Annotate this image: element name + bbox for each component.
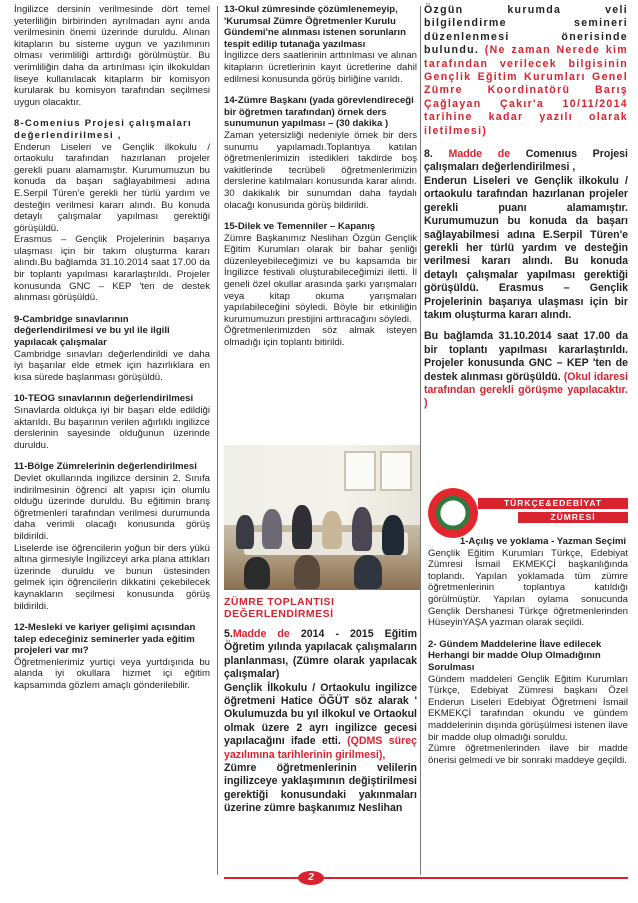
section-13-body: İngilizce ders saatlerinin arttırılması ve alınan kitapların ücretlerinin kayıt ücretlerine dahil edilmesi konusunda görüş birliğine varıldı. [224,50,417,85]
section-12-body: Öğretmenlerimiz yurtiçi veya yurtdışında bu alanda iyi okullara hizmet içi eğitim kapsamında gözlem amaçlı gönderilebilir. [14,656,210,692]
section-8-body: Enderun Liseleri ve Gençlik ilkokulu / ortaokulu tarafından hazırlanan projeler gerekli puanı alamamıştır. Kurumumuzun bu konuda da başarı sağlayabilmesi adına E.Serpil Türen'e gerekli her türlü yardım ve desteğin verilmesi kararı alındı. Bu konuda detaylı çalışmalar yapılması gerektiği görüşüldü. [14,141,210,234]
section-14-title: 14-Zümre Başkanı (yada görevlendireceği bir öğretmen tarafından) örnek ders sunumunun yapılması – (30 dakika ) [224,95,414,130]
banner-line-2: ZÜMRESİ [518,512,628,523]
section-14-body: Zaman yetersizliği nedeniyle örnek bir ders sunumu yapılamadı.Toplantıya katılan öğretmenlerimizin istedikleri takdirde boş vakitlerinde tecrübeli öğretmenlerimizin derslerine katılmaları konusunda karar alındı. 30 dakikalık bir sunumdan daha faydalı olacağı konusunda görüş bildirildi. [224,129,417,211]
item-5-block [224,628,417,816]
section-11-body: Devlet okullarında ingilizce dersinin 2. Sınıfa indirilmesinin öğrenci alt yapısı için olumlu olduğu üzerinde duruldu. Bu eğitimin branş öğretmenleri tarafından verilmesi durumunda daha verimli olacağı konusunda görüş bildirildi. [14,472,210,542]
section-12-title: 12-Mesleki ve kariyer gelişimi açısından talep edeceğiniz seminerler yada eğitim projeleri var mı? [14,622,196,657]
page-number: 2 [298,871,324,885]
section-15-body-2: Öğretmenlerimizden söz almak isteyen olmadığı için toplantı bitirildi. [224,325,417,349]
photo-caption-block [224,596,420,620]
item-8-body-2: Bu bağlamda 31.10.2014 saat 17.00 da bir toplantı yapılması kararlaştırıldı. Projeler konusunda GNC – KEP 'ten de destek alınması görüşüldü. (Okul idaresi tarafından gerekli görüşme yapılacaktır. ) [424,330,628,410]
school-logo [428,488,478,538]
turkish-item-2-body: Gündem maddeleri Gençlik Eğitim Kurumları Türkçe, Edebiyat Zümresi başkanı Özel Enderun Liseleri Edebiyat Öğretmeni İsmail EKMEKÇİ tarafından okundu ve gündem maddelerinin dışında görüşülmesi istenen ilave bir madde olup olmadığı soruldu. [428,673,628,743]
seminar-proposal: Özgün kurumda veli bilgilendirme semineri düzenlenmesi önerisinde bulundu. (Ne zaman Nerede kim tarafından verilecek bilgisinin Gençlik Eğitim Kurumları Genel Zümre Koordinatörü Barış Çağlayan Çakır'a 10/11/2014 tarihine kadar yazılı olarak iletilmesi) [424,4,628,137]
section-9-body: Cambridge sınavları değerlendirildi ve daha iyi başarılar elde etmek için hazırlıklara en kısa sürede başlanması görüşüldü. [14,348,210,383]
item-8-body: Enderun Liseleri ve Gençlik ilkokulu / ortaokulu tarafından hazırlanan projeler gerekli puanı alamamıştır. Kurumumuzun bu konuda da başarı sağlayabilmesi adına E.Serpil Türen'e gerekli her türlü yardım ve desteğin verilmesi kararı alındı. Bu konuda detaylı çalışmalar yapılması gerektiği görüşüldü. Erasmus – Gençlik Projelerinin başarıya ulaşması için bir takım oluşturma kararı alındı. [424,174,628,321]
turkish-item-2-body-2: Zümre öğretmenlerinden ilave bir madde önerisi gelmedi ve bir sonraki maddeye geçildi. [428,743,628,766]
section-13-title: 13-Okul zümresinde çözümlenemeyip, 'Kurumsal Zümre Öğretmenler Kurulu Gündemi'ne alınması istenen sorunların tespit edilip tutanağa yazılması [224,4,406,50]
section-11-title: 11-Bölge Zümrelerinin değerlendirilmesi [14,461,197,473]
section-9-title: 9-Cambridge sınavlarının değerlendirilmesi ve bu yıl ile ilgili yapılacak çalışmalar [14,313,170,349]
photo-caption: ZÜMRE TOPLANTISI DEĞERLENDİRMESİ [224,596,335,620]
item-8-heading: 8. Madde de Comenıus Projesi çalışmaları değerlendirilmesi , [424,148,628,174]
meeting-photo [224,445,420,590]
intro-paragraph: İngilizce dersinin verilmesinde dört temel yeterliliğin birbirinden ayrılmadan aynı anda verilmesinin önemi üzerinde duruldu. Alınan kitapların bu sisteme uygun ve yazılımının olması verimliliği arttırdığı görülmüştür. Bu verimliliğin daha da artırılması için ilkokuldan liseye kullanılacak kitapların bir komisyon kurularak bu komisyon tarafından seçilmesi uygun olacaktır. [14,4,210,108]
banner-line-1: TÜRKÇE&EDEBİYAT [478,498,628,509]
item-5-body: Gençlik İlkokulu / Ortaokulu ingilizce öğretmeni Hatice ÖĞÜT söz alarak ' Okulumuzda bu yıl ilkokul ve Ortaokul olmak üzere 2 ayrı ingilizce gecesi yapılacağını ifade etti. (QDMS süreç yazılımına tarihlerinin girilmesi), [224,681,417,761]
turkish-item-2-title: 2- Gündem Maddelerine İlave edilecek Herhangi bir madde Olup Olmadığının Sorulması [428,638,602,673]
column-3 [424,4,628,411]
section-11-body-2: Liselerde ise öğrencilerin yoğun bir ders yükü altına girmesiyle İngilizceyi arka plana attıkları üzerinde duruldu ve bunun üstesinden gelmek için öğrencilerin dikkatini çekebilecek kaynakların seçilmesi konusunda görüş bildirildi. [14,542,210,612]
section-15-title: 15-Dilek ve Temenniler – Kapanış [224,221,376,233]
turkish-item-1-title: 1-Açılış ve yoklama - Yazman Seçimi [459,536,627,547]
section-10-title: 10-TEOG sınavlarının değerlendirilmesi [14,393,194,405]
section-8-body-2: Erasmus – Gençlik Projelerinin başarıya ulaşması için bir takım oluşturma kararı alındı.Bu bağlamda 31.10.2014 saat 17.00 da bir toplantı yapılması kararlaştırıldı. Projeler konusunda GNC – KEP 'ten de destek alınması görüşüldü. [14,234,210,304]
section-15-body: Zümre Başkanımız Neslihan Özgün Gençlik Eğitim Kurumları olarak bir bahar şenliği düzenleyebileceğimizi ve bu kapsamda bir İngilizce festivali oluşturabileceğimizi iletti. İl geneli özel okullar arasında şarkı yarışmaları veya kitap okuma yarışmaları yapılabileceğini söyledi. Böyle bir etkinliğin kurumumuzun prestijini arttıracağını söyledi. [224,232,417,325]
turkish-section [428,536,628,766]
column-divider [420,6,421,875]
column-divider [217,6,218,875]
section-8-title: 8-Comenius Projesi çalışmaları değerlendirilmesi , [14,118,192,141]
column-2 [224,4,417,349]
item-5-body-2: Zümre öğretmenlerinin velilerin ingilizceye yaklaşımının değiştirilmesi gerektiği konusundaki yakınmaları üzerine zümre başkanımız Neslihan [224,762,417,815]
item-5-heading: 5.Madde de 2014 - 2015 Eğitim Öğretim yılında yapılacak çalışmaların planlanması, (Zümre olarak yapılacak çalışmalar) [224,628,418,681]
footer-rule [224,877,628,879]
turkish-item-1-body: Gençlik Eğitim Kurumları Türkçe, Edebiyat Zümresi İsmail EKMEKÇİ başkanlığında toplandı. Yapılan yoklamada tüm zümre öğretmenlerinin toplantıya katıldığı görülmüştür. Yapılan oylama sonucunda Gençlik Dershanesi Türkçe öğretmenlerinden HüseyinYAŞA yazman olarak seçildi. [428,547,628,629]
section-10-body: Sınavlarda oldukça iyi bir başarı elde edildiği aktarıldı. Bu başarının verilen ağırlıklı ingilizce derslerinin sayesinde olduğunun üzerinde duruldu. [14,405,210,451]
column-1 [14,4,210,903]
